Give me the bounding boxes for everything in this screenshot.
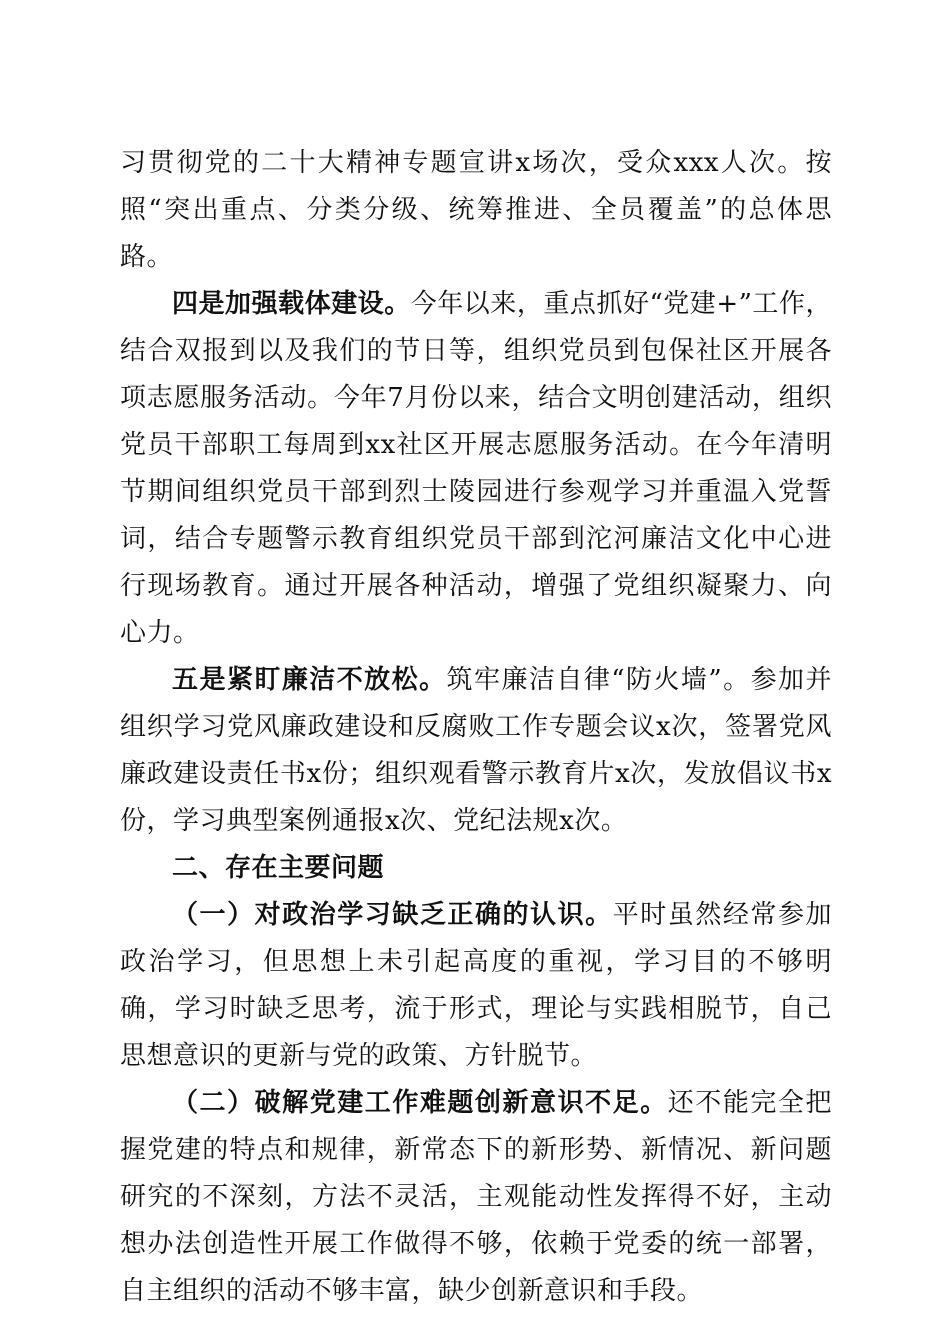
paragraph-text: 还不能完全把握党建的特点和规律，新常态下的新形势、新情况、新问题研究的不深刻，方法不灵活，主观能动性发挥得不好，主动想办法创造性开展工作做得不够，依赖于党委的统一部署，自主组织的活动不够丰富，缺少创新意识和手段。 bbox=[120, 1088, 832, 1306]
paragraph-text: 今年以来，重点抓好“党建+”工作，结合双报到以及我们的节日等，组织党员到包保社区开展各项志愿服务活动。今年7月份以来，结合文明创建活动，组织党员干部职工每周到xx社区开展志愿服务活动。在今年清明节期间组织党员干部到烈士陵园进行参观学习并重温入党誓词，结合专题警示教育组织党员干部到沱河廉洁文化中心进行现场教育。通过开展各种活动，增强了党组织凝聚力、向心力。 bbox=[120, 289, 832, 648]
paragraph-text: 平时虽然经常参加政治学习，但思想上未引起高度的重视，学习目的不够明确，学习时缺乏思考，流于形式，理论与实践相脱节，自己思想意识的更新与党的政策、方针脱节。 bbox=[120, 900, 832, 1071]
paragraph-carrier-building bbox=[120, 281, 832, 657]
paragraph-lead: 五是紧盯廉洁不放松。 bbox=[172, 665, 447, 695]
paragraph-lead: （一）对政治学习缺乏正确的认识。 bbox=[172, 900, 613, 930]
document-page bbox=[120, 140, 832, 1315]
paragraph-problem-1 bbox=[120, 892, 832, 1080]
paragraph-lead: （二）破解党建工作难题创新意识不足。 bbox=[172, 1088, 668, 1118]
section-heading: 二、存在主要问题 bbox=[172, 853, 385, 883]
paragraph-text: 筑牢廉洁自律“防火墙”。参加并组织学习党风廉政建设和反腐败工作专题会议x次，签署党风廉政建设责任书x份；组织观看警示教育片x次，发放倡议书x份，学习典型案例通报x次、党纪法规x次。 bbox=[120, 665, 832, 836]
paragraph-continuation bbox=[120, 140, 832, 281]
paragraph-lead: 四是加强载体建设。 bbox=[172, 289, 411, 319]
paragraph-text: 习贯彻党的二十大精神专题宣讲x场次，受众xxx人次。按照“突出重点、分类分级、统筹推进、全员覆盖”的总体思路。 bbox=[120, 148, 832, 272]
paragraph-integrity bbox=[120, 657, 832, 845]
paragraph-problem-2 bbox=[120, 1080, 832, 1315]
